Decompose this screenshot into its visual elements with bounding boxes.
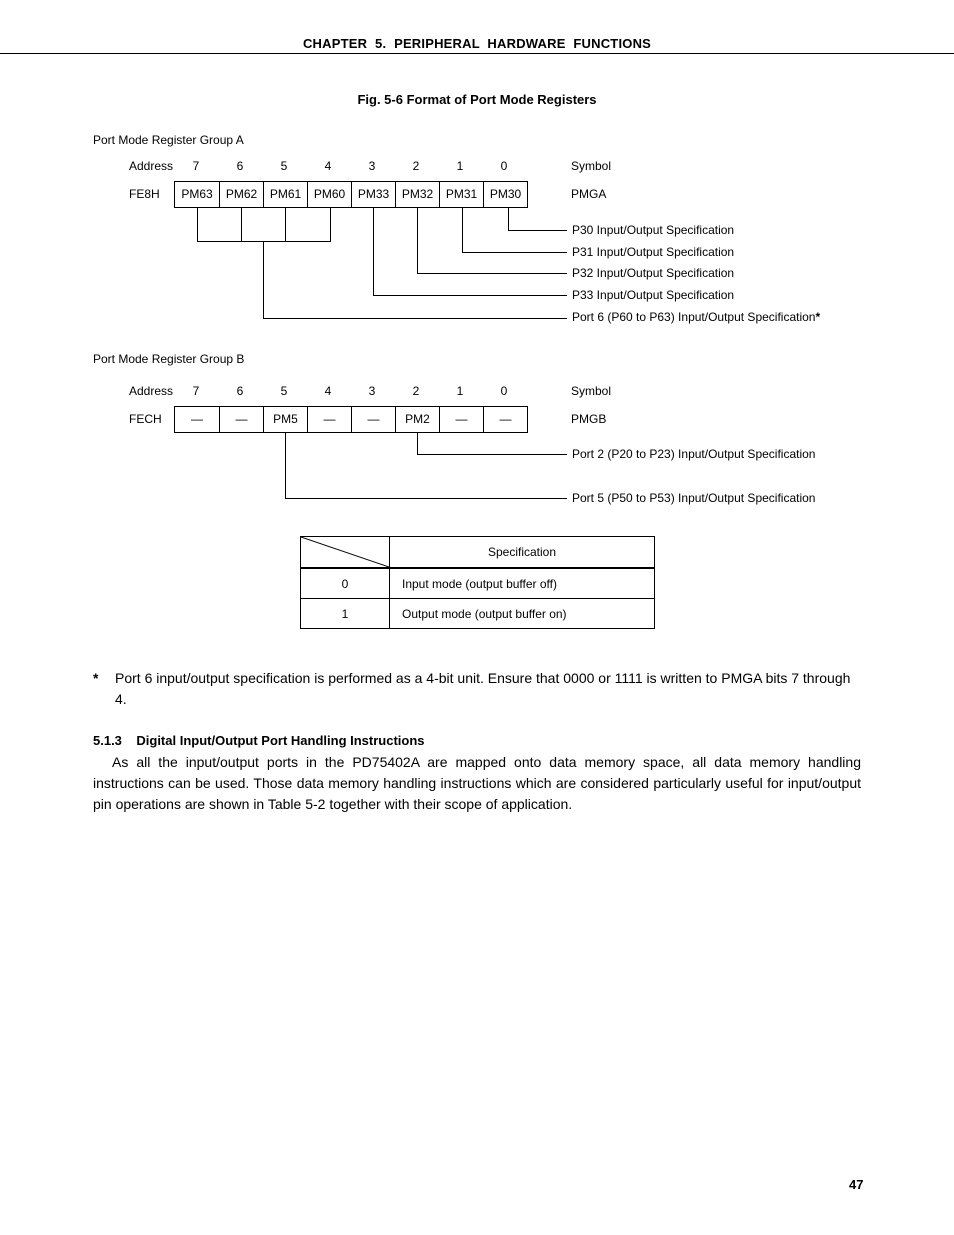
chapter-header: CHAPTER 5. PERIPHERAL HARDWARE FUNCTIONS [302, 36, 652, 51]
spec-port5: Port 5 (P50 to P53) Input/Output Specification [572, 491, 816, 505]
group-a-bit-6: 6 [236, 159, 244, 173]
figure-caption: Fig. 5-6 Format of Port Mode Registers [357, 92, 597, 107]
spec-value-cell: 0 [301, 568, 390, 599]
spec-port6-footnote-mark: * [815, 310, 821, 324]
group-b-symbol: PMGB [571, 412, 607, 426]
spec-value-cell: 1 [301, 599, 390, 629]
group-a-bit-5: 5 [280, 159, 288, 173]
diagonal-line [301, 537, 389, 567]
group-a-symbol: PMGA [571, 187, 607, 201]
group-a-symbol-label: Symbol [571, 159, 612, 173]
group-b-symbol-label: Symbol [571, 384, 612, 398]
group-b-address-label: Address [129, 384, 174, 398]
register-cell-pm5: PM5 [263, 407, 307, 432]
table-row [301, 599, 655, 629]
register-cell-b4: — [307, 407, 351, 432]
group-b-bit-7: 7 [192, 384, 200, 398]
register-cell-b6: — [219, 407, 263, 432]
footnote-text: Port 6 input/output specification is performed as a 4-bit unit. Ensure that 0000 or 1111 is written to PMGA bits 7 through 4. [115, 670, 851, 707]
group-b-address: FECH [129, 412, 162, 426]
spec-desc-cell: Output mode (output buffer on) [390, 599, 655, 629]
group-a-connector-lines [0, 0, 954, 520]
spec-p30: P30 Input/Output Specification [572, 223, 735, 237]
register-cell-pm61: PM61 [263, 182, 307, 207]
page-number: 47 [849, 1177, 864, 1192]
section-heading [93, 733, 425, 748]
group-b-bit-5: 5 [280, 384, 288, 398]
register-cell-b3: — [351, 407, 395, 432]
section-title: Digital Input/Output Port Handling Instructions [136, 733, 425, 748]
spec-table-header: Specification [390, 537, 655, 569]
section-number: 5.1.3 [93, 733, 122, 748]
table-row [301, 568, 655, 599]
register-cell-b1: — [439, 407, 483, 432]
spec-table-header-row [301, 537, 655, 569]
footnote-mark: * [93, 670, 99, 686]
group-a-bit-3: 3 [368, 159, 376, 173]
group-b-bit-4: 4 [324, 384, 332, 398]
group-a-bit-1: 1 [456, 159, 464, 173]
spec-desc-cell: Input mode (output buffer off) [390, 568, 655, 599]
group-b-bit-0: 0 [500, 384, 508, 398]
register-cell-pm60: PM60 [307, 182, 351, 207]
group-b-title: Port Mode Register Group B [93, 352, 245, 366]
group-a-bit-2: 2 [412, 159, 420, 173]
register-cell-pm32: PM32 [395, 182, 439, 207]
group-a-bit-0: 0 [500, 159, 508, 173]
register-cell-pm33: PM33 [351, 182, 395, 207]
register-cell-pm2: PM2 [395, 407, 439, 432]
register-cell-pm30: PM30 [483, 182, 527, 207]
group-a-bit-4: 4 [324, 159, 332, 173]
group-b-bit-6: 6 [236, 384, 244, 398]
register-cell-b7: — [191, 412, 203, 426]
spec-port6-text: Port 6 (P60 to P63) Input/Output Specification [572, 310, 816, 324]
register-cell-pm31: PM31 [439, 182, 483, 207]
group-a-address: FE8H [129, 187, 160, 201]
register-cell-pm62: PM62 [219, 182, 263, 207]
section-paragraph: As all the input/output ports in the PD75402A are mapped onto data memory space, all data memory handling instructions can be used. Those data memory handling instructions which are considered particularly useful for input/output pin operations are shown in Table 5-2 together with their scope of application. [93, 754, 861, 812]
footnote [93, 668, 863, 710]
specification-table [300, 536, 655, 629]
group-a-bit-7: 7 [192, 159, 200, 173]
spec-p32: P32 Input/Output Specification [572, 266, 735, 280]
spec-port6 [572, 310, 820, 324]
group-a-title: Port Mode Register Group A [93, 133, 244, 147]
spec-p31: P31 Input/Output Specification [572, 245, 735, 259]
group-a-address-label: Address [129, 159, 174, 173]
group-b-bit-2: 2 [412, 384, 420, 398]
spec-port2: Port 2 (P20 to P23) Input/Output Specification [572, 447, 816, 461]
group-b-register [174, 406, 528, 433]
spec-p33: P33 Input/Output Specification [572, 288, 735, 302]
spec-table-corner-cell [301, 537, 390, 569]
register-cell-b0: — [483, 407, 527, 432]
register-cell-pm63: PM63 [181, 187, 213, 201]
group-b-bit-3: 3 [368, 384, 376, 398]
group-b-bit-1: 1 [456, 384, 464, 398]
